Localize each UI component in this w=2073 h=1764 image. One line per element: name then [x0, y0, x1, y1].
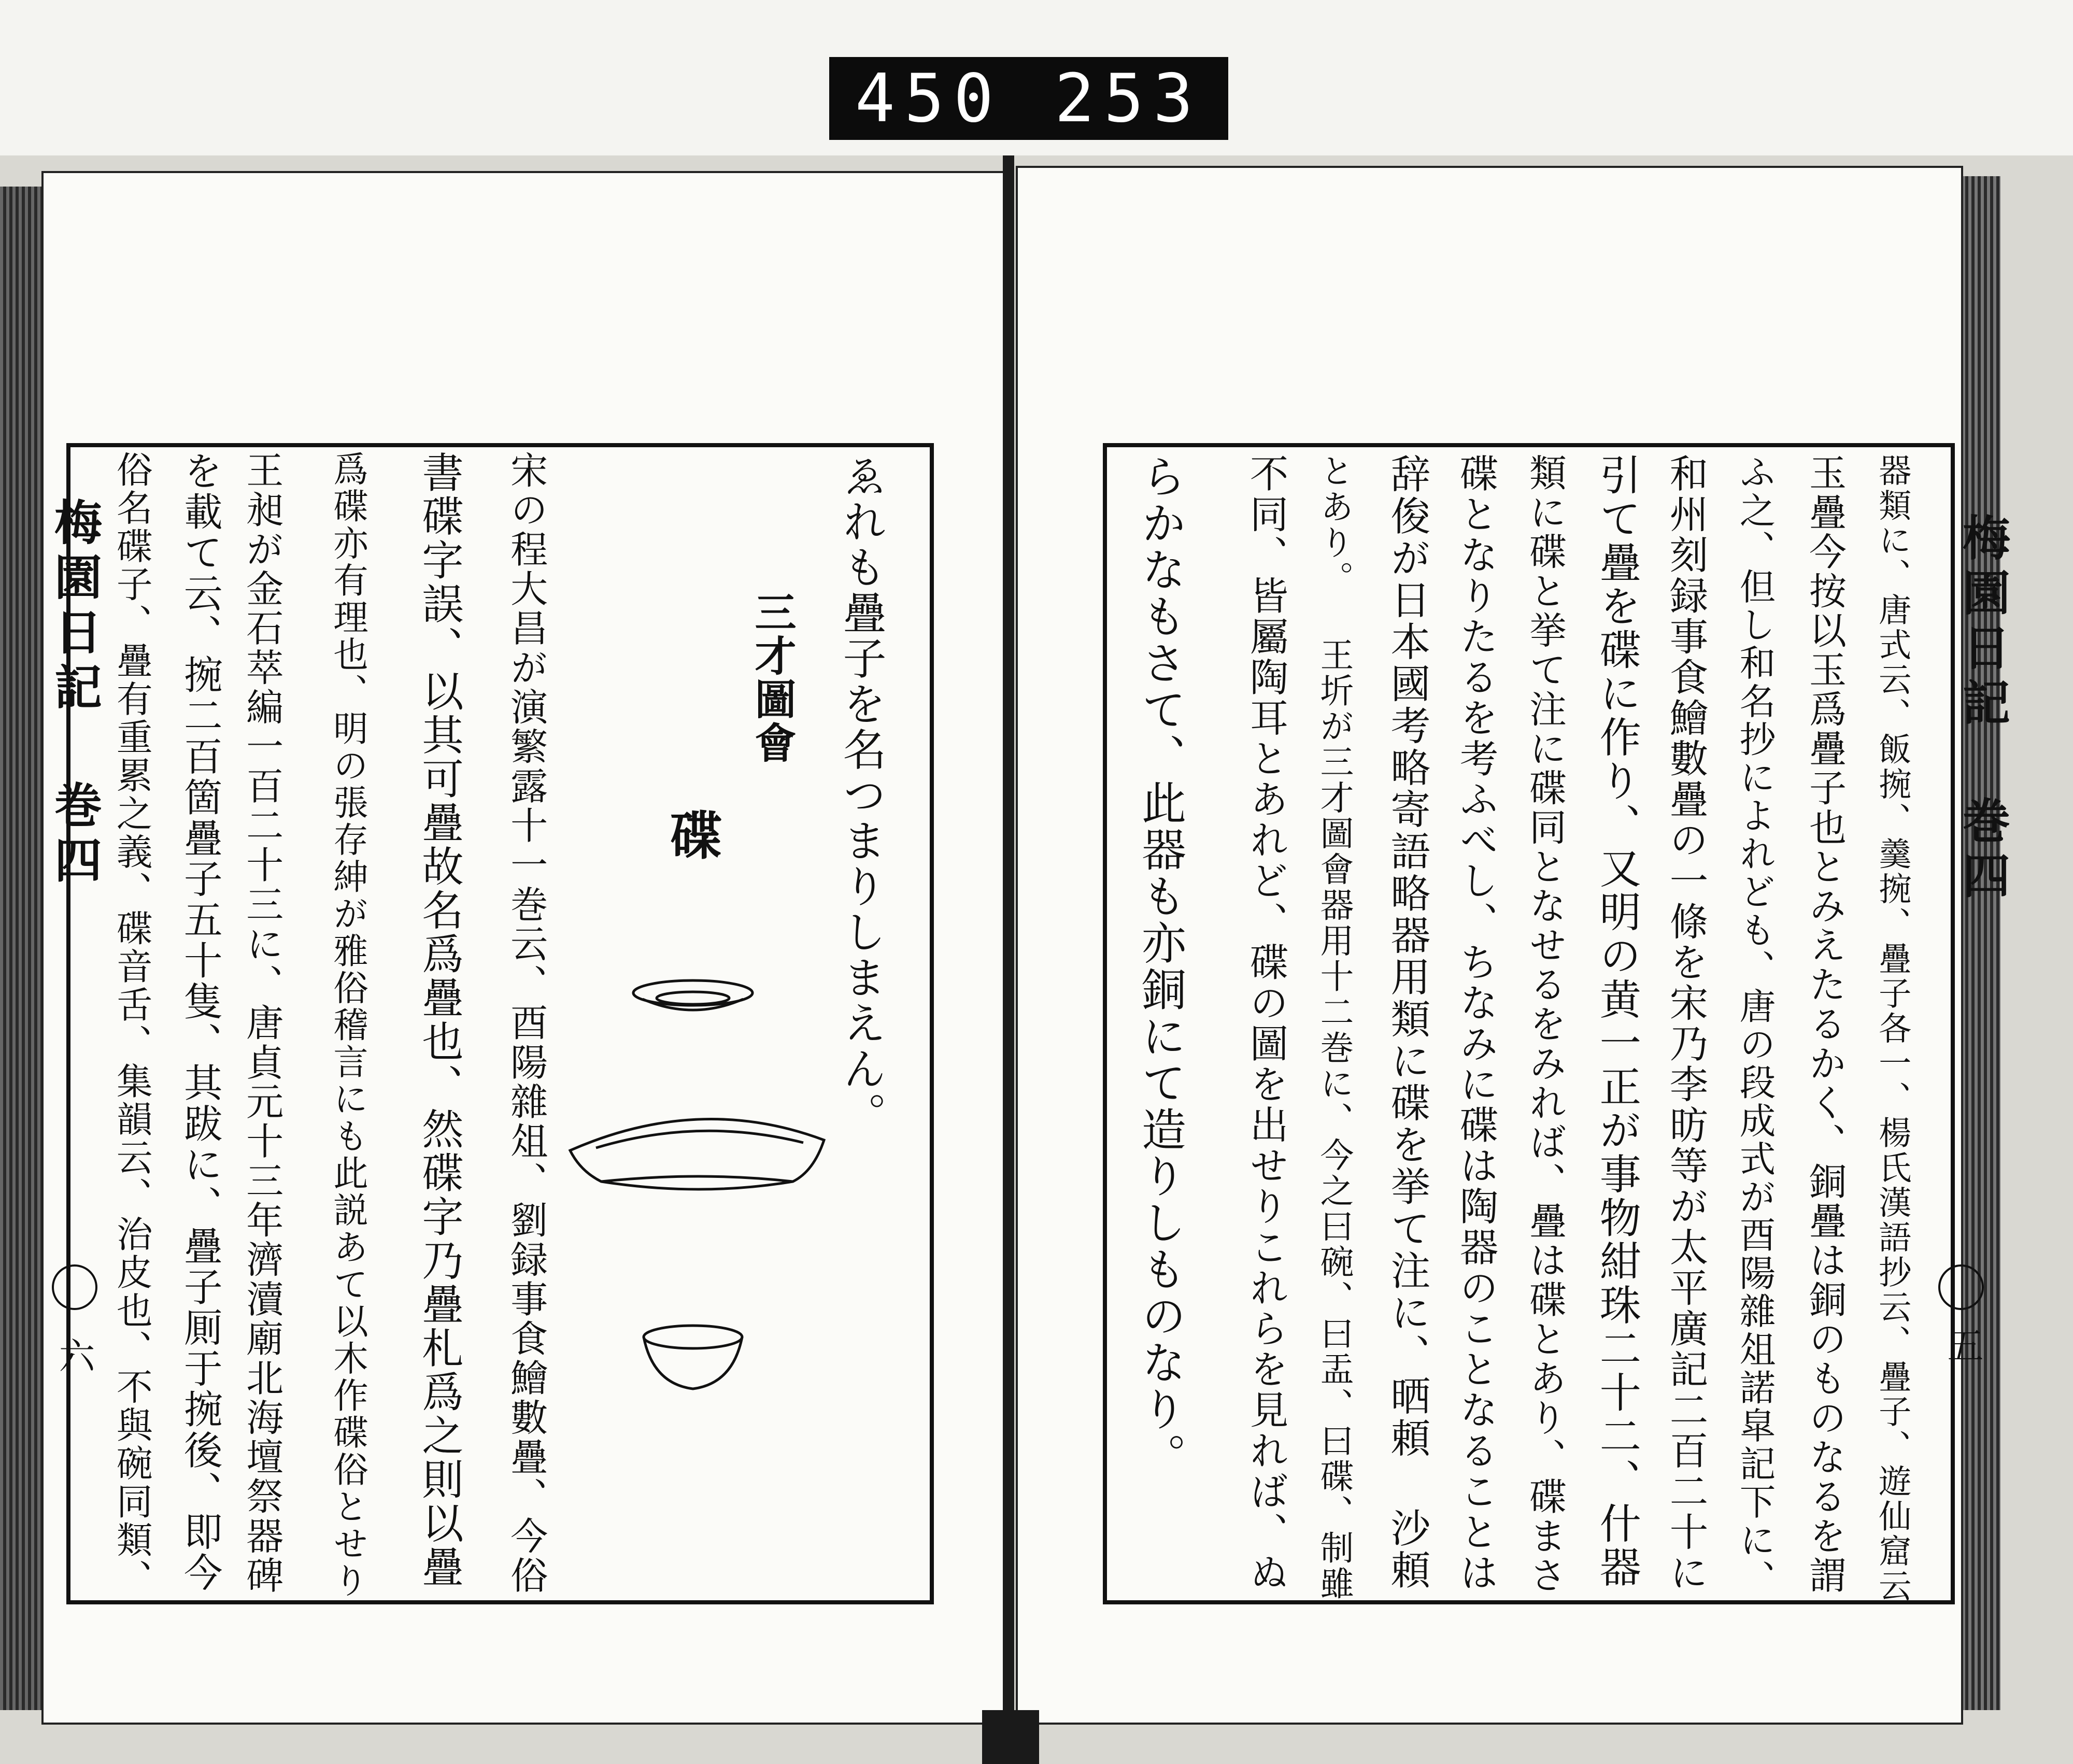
right-column-8: 辞俊が日本國考略寄語略器用類に碟を挙て注に、晒頼 沙頼 — [1383, 453, 1430, 1591]
right-column-5: 引て疊を碟に作り、又明の黄一正が事物紺珠二十二、什器 — [1593, 453, 1642, 1589]
right-column-10: 不同、皆屬陶耳とあれど、碟の圖を出せりこれらを見れば、ぬ — [1243, 453, 1289, 1594]
right-column-6: 類に碟と挙て注に碟同となせるをみれば、疊は碟とあり、碟まさ — [1523, 453, 1567, 1596]
left-running-head: 梅園日記 巻四 — [47, 497, 103, 890]
left-column-3: 爲碟亦有理也、明の張存紳が雅俗稽言にも此説あて以木作碟俗とせり — [328, 451, 369, 1600]
right-column-3: ふ之、但し和名抄によれども、唐の段成式が酉陽雜俎諾皐記下に、 — [1733, 453, 1776, 1598]
right-page-number-circle — [1938, 1264, 1984, 1310]
folio-number-right: 253 — [1054, 60, 1203, 137]
left-column-6: 俗名碟子、疊有重累之義、碟音舌、集韻云、治皮也、不與碗同類、 — [110, 451, 152, 1598]
dish-illustrations — [565, 974, 834, 1404]
right-page-number: 五 — [1941, 1327, 1984, 1365]
left-column-1: 宋の程大昌が演繁露十一巻云、酉陽雜俎、劉録事食鱠數疊、今俗 — [504, 451, 548, 1596]
book-gutter — [1003, 155, 1014, 1736]
book-stand — [982, 1710, 1039, 1764]
left-column-4: 王昶が金石萃編一百二十三に、唐貞元十三年濟瀆廟北海壇祭器碑 — [239, 451, 283, 1596]
left-column-5: を載て云、捥二百箇疊子五十隻、其跋に、疊子厠于捥後、即今 — [177, 451, 223, 1594]
figure-caption-cursive: ゑれも疊子を名つまりしまえん。 — [836, 453, 887, 1137]
large-dish-illustration — [570, 1119, 824, 1190]
left-page-number-circle — [52, 1264, 97, 1310]
right-page-edges — [1959, 176, 2000, 1710]
left-page-edges — [0, 187, 41, 1710]
right-column-9: とあり。 王圻が三才圖會器用十二巻に、今之曰碗、曰盂、曰碟、制雖 — [1314, 453, 1353, 1602]
folio-number-left: 450 — [855, 60, 1003, 137]
right-column-4: 和州刻録事食鱠數疊の一條を宋乃李昉等が太平廣記二百二十に — [1663, 453, 1709, 1594]
figure-label: 碟 — [661, 808, 722, 862]
right-running-head: 梅園日記 巻四 — [1955, 513, 2011, 906]
figure-source: 三才圖會 — [748, 591, 797, 765]
left-page-number: 六 — [53, 1337, 95, 1375]
right-column-2: 玉疊今按以玉爲疊子也とみえたるかく、銅疊は銅のものなるを謂 — [1803, 453, 1847, 1596]
right-column-1: 器類に、唐式云、飯捥、羹捥、疊子各一、楊氏漢語抄云、疊子、遊仙窟云 — [1873, 453, 1912, 1604]
right-column-11: らかなもさて、此器も亦銅にて造りしものなり。 — [1134, 453, 1186, 1480]
right-column-7: 碟となりたるを考ふべし、ちなみに碟は陶器のことなることは — [1453, 453, 1499, 1594]
small-bowl-illustration — [644, 1326, 742, 1348]
folio-stamp — [829, 57, 1228, 140]
left-column-2: 書碟字誤、以其可疊故名爲疊也、然碟字乃疊札爲之則以疊 — [415, 451, 464, 1589]
